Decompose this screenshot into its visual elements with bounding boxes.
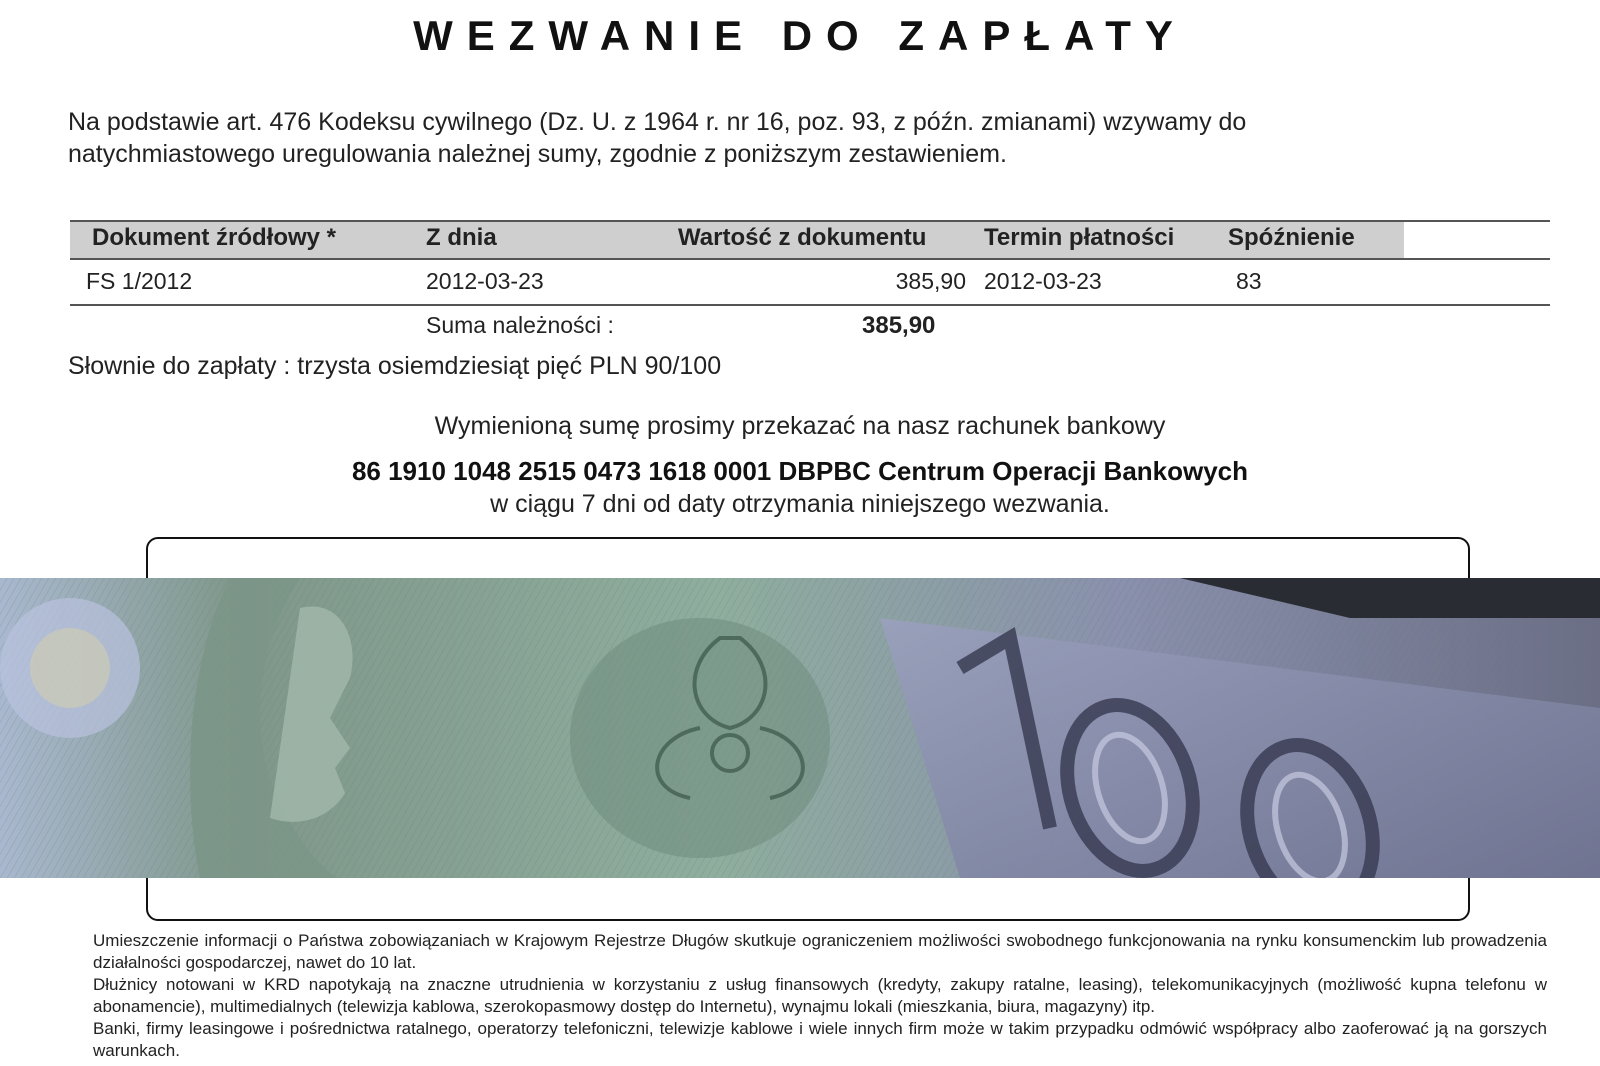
intro-line-2: natychmiastowego uregulowania należnej sumy, zgodnie z poniższym zestawieniem. bbox=[68, 140, 1007, 168]
cell-document-value: 385,90 bbox=[895, 268, 966, 294]
footer-paragraph-2: Dłużnicy notowani w KRD napotykają na znaczne utrudnienia w korzystaniu z usług finansowych (kredyty, zakupy ratalne, leasing), telekomunikacyjnych (możliwość kupna telefonu w abonamencie), multimedialnych (telewizja kablowa, szerokopasmowy dostęp do Internetu), wynajmu lokali (mieszkania, biura, magazyny) itp. bbox=[93, 975, 1547, 1016]
sum-label: Suma należności : bbox=[426, 312, 614, 338]
cell-due-date: 2012-03-23 bbox=[984, 268, 1102, 294]
amount-in-words: Słownie do zapłaty : trzysta osiemdziesiąt pięć PLN 90/100 bbox=[68, 352, 722, 380]
cell-source-document: FS 1/2012 bbox=[86, 268, 193, 294]
footer-paragraph-3: Banki, firmy leasingowe i pośrednictwa ratalnego, operatorzy telefoniczni, telewizje kablowe i wiele innych firm może w takim przypadku odmówić współpracy albo zaoferować ją na gorszych warunkach. bbox=[93, 1019, 1547, 1060]
footer-notice bbox=[93, 930, 1547, 1062]
payment-instruction: Wymienioną sumę prosimy przekazać na nasz rachunek bankowy bbox=[434, 412, 1166, 440]
header-document-value: Wartość z dokumentu bbox=[678, 224, 927, 251]
header-due-date: Termin płatności bbox=[984, 224, 1175, 251]
cell-date: 2012-03-23 bbox=[426, 268, 544, 294]
table-header bbox=[70, 220, 1550, 260]
footer-paragraph-1: Umieszczenie informacji o Państwa zobowiązaniach w Krajowym Rejestrze Długów skutkuje ograniczeniem możliwości swobodnego funkcjonowania na rynku konsumenckim lub prowadzenia działalności gospodarczej, nawet do 10 lat. bbox=[93, 931, 1547, 972]
cell-delay: 83 bbox=[1236, 268, 1262, 294]
header-delay: Spóźnienie bbox=[1228, 224, 1355, 251]
payment-deadline: w ciągu 7 dni od daty otrzymania niniejszego wezwania. bbox=[490, 490, 1110, 518]
bank-account: 86 1910 1048 2515 0473 1618 0001 DBPBC Centrum Operacji Bankowych bbox=[351, 456, 1249, 486]
sum-value: 385,90 bbox=[862, 312, 936, 339]
intro-line-1: Na podstawie art. 476 Kodeksu cywilnego (Dz. U. z 1964 r. nr 16, poz. 93, z późn. zmianami) wzywamy do bbox=[68, 108, 1247, 136]
document-title: WEZWANIE DO ZAPŁATY bbox=[413, 12, 1187, 59]
table-row bbox=[70, 260, 1550, 306]
header-date: Z dnia bbox=[426, 224, 497, 251]
header-source-document: Dokument źródłowy * bbox=[92, 224, 337, 251]
invoice-table bbox=[70, 220, 1550, 306]
intro-paragraph bbox=[68, 106, 1468, 170]
banknote-image bbox=[0, 578, 1600, 878]
